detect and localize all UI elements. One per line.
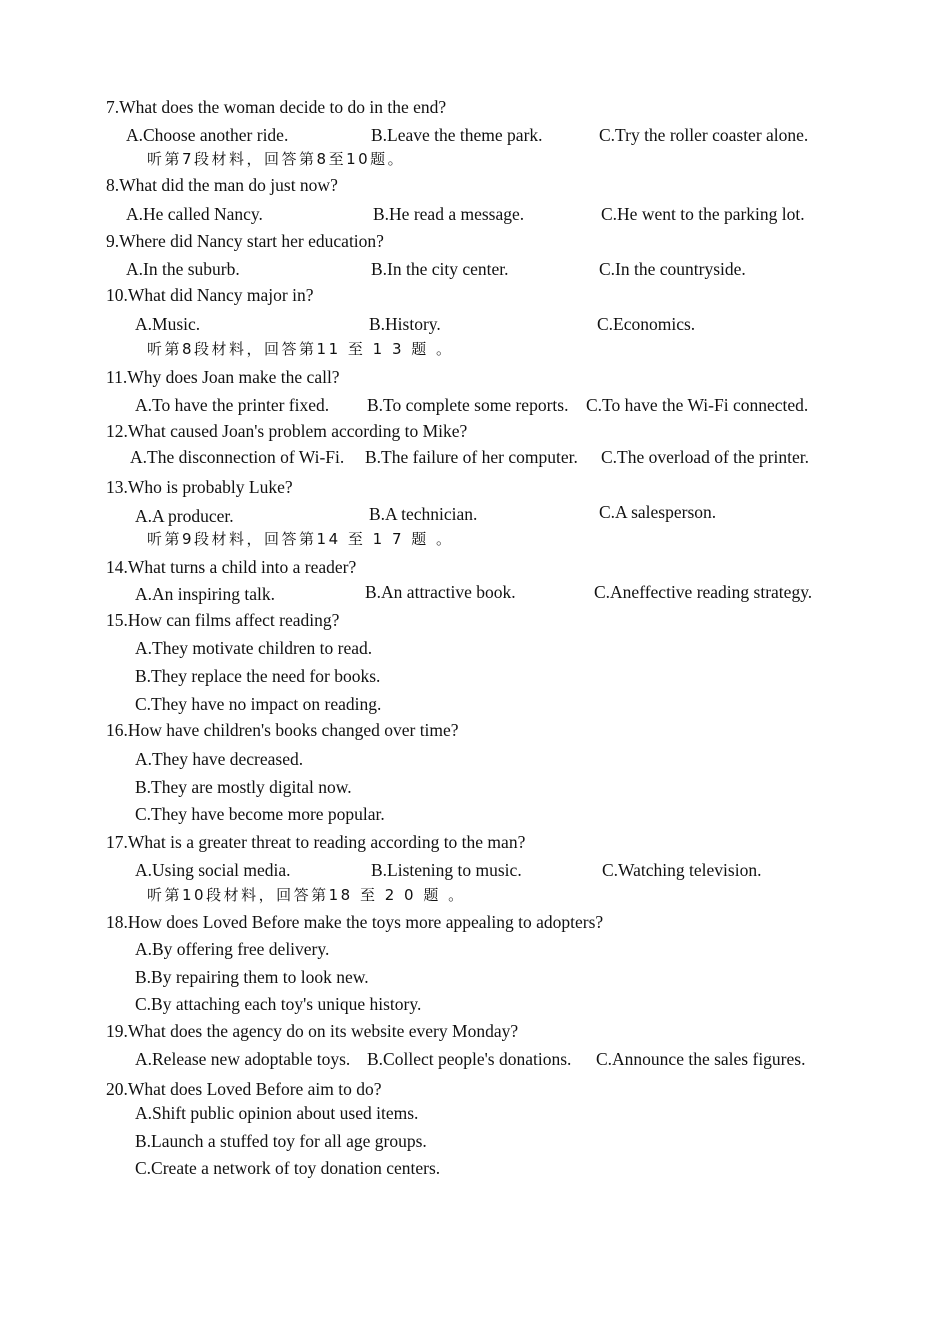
question-stem: 20.What does Loved Before aim to do? [106,1079,382,1099]
option-b: B.Leave the theme park. [371,125,543,145]
option-b: B.In the city center. [371,259,509,279]
option-b: B.History. [369,314,441,334]
option-b: B.Launch a stuffed toy for all age groups. [135,1131,427,1151]
section-instruction: 听第7段材料，回答第8至10题。 [147,150,406,168]
section-instruction: 听第10段材料，回答第18 至 2 0 题 。 [147,886,466,904]
option-a: A.Release new adoptable toys. [135,1049,351,1069]
question-stem: 11.Why does Joan make the call? [106,367,340,387]
question-stem: 18.How does Loved Before make the toys more appealing to adopters? [106,912,604,932]
option-b: B.By repairing them to look new. [135,967,369,987]
option-b: B.A technician. [369,504,478,524]
option-a: A.A producer. [135,506,234,526]
question-stem: 12.What caused Joan's problem according to Mike? [106,421,468,441]
option-b: B.To complete some reports. [367,395,569,415]
option-a: A.Shift public opinion about used items. [135,1103,419,1123]
option-b: B.He read a message. [373,204,525,224]
option-a: A.The disconnection of Wi-Fi. [130,447,345,467]
option-a: A.Using social media. [135,860,291,880]
option-b: B.They are mostly digital now. [135,777,352,797]
option-b: B.Collect people's donations. [367,1049,572,1069]
option-c: C.To have the Wi-Fi connected. [586,395,809,415]
option-c: C.A salesperson. [599,502,717,522]
option-a: A.They motivate children to read. [135,638,373,658]
option-c: C.They have become more popular. [135,804,385,824]
option-c: C.Announce the sales figures. [596,1049,806,1069]
option-b: B.They replace the need for books. [135,666,381,686]
option-c: C.Try the roller coaster alone. [599,125,809,145]
question-stem: 14.What turns a child into a reader? [106,557,357,577]
option-c: C.Create a network of toy donation centers. [135,1158,441,1178]
question-stem: 13.Who is probably Luke? [106,477,293,497]
option-c: C.In the countryside. [599,259,746,279]
option-c: C.He went to the parking lot. [601,204,805,224]
question-stem: 8.What did the man do just now? [106,175,338,195]
question-stem: 16.How have children's books changed over time? [106,720,459,740]
option-b: B.Listening to music. [371,860,522,880]
option-c: C.By attaching each toy's unique history. [135,994,422,1014]
option-a: A.He called Nancy. [126,204,263,224]
option-a: A.By offering free delivery. [135,939,330,959]
section-instruction: 听第8段材料，回答第11 至 1 3 题 。 [147,340,454,358]
option-c: C.Aneffective reading strategy. [594,582,813,602]
option-a: A.They have decreased. [135,749,304,769]
option-c: C.The overload of the printer. [601,447,809,467]
option-a: A.Choose another ride. [126,125,289,145]
question-stem: 19.What does the agency do on its website every Monday? [106,1021,519,1041]
option-b: B.The failure of her computer. [365,447,578,467]
question-stem: 17.What is a greater threat to reading according to the man? [106,832,526,852]
question-stem: 7.What does the woman decide to do in the end? [106,97,447,117]
question-stem: 15.How can films affect reading? [106,610,340,630]
question-stem: 10.What did Nancy major in? [106,285,314,305]
option-c: C.Watching television. [602,860,762,880]
option-a: A.Music. [135,314,201,334]
question-stem: 9.Where did Nancy start her education? [106,231,384,251]
option-a: A.An inspiring talk. [135,584,275,604]
section-instruction: 听第9段材料，回答第14 至 1 7 题 。 [147,530,454,548]
option-a: A.In the suburb. [126,259,240,279]
option-c: C.They have no impact on reading. [135,694,382,714]
option-c: C.Economics. [597,314,696,334]
option-a: A.To have the printer fixed. [135,395,330,415]
option-b: B.An attractive book. [365,582,516,602]
